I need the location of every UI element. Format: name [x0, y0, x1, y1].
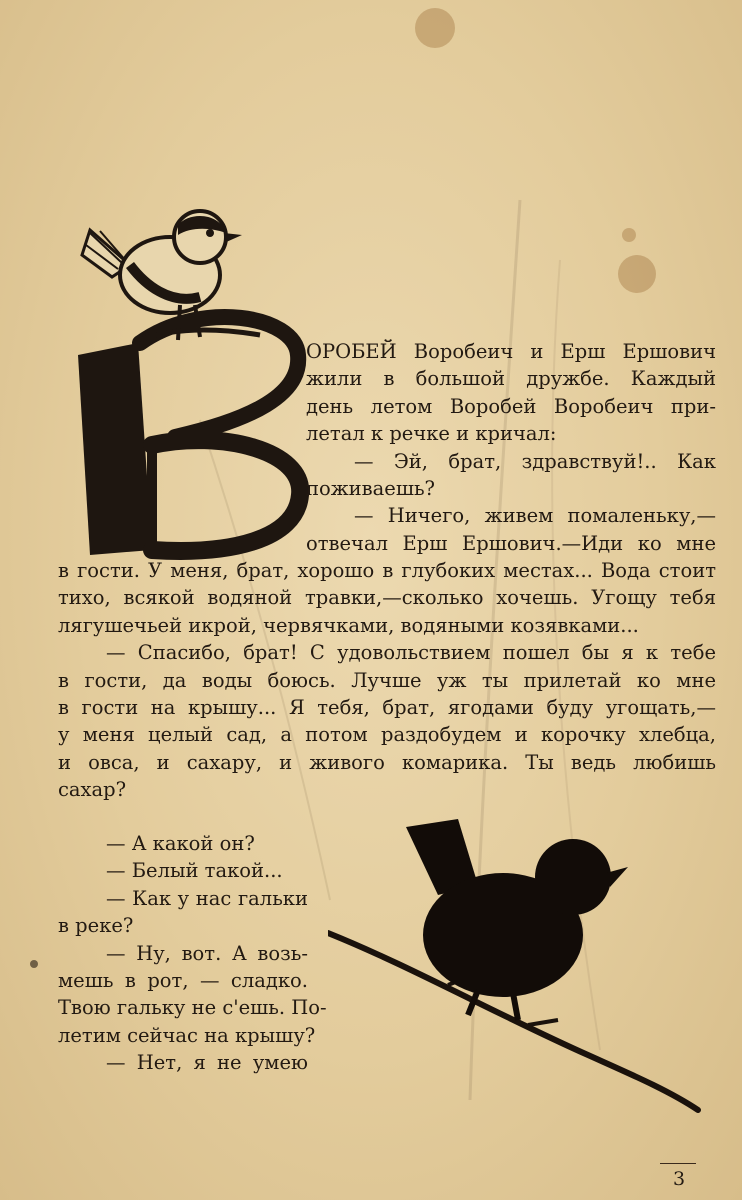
text-line: летим сейчас на крышу?: [58, 1023, 316, 1047]
text-line: ОРОБЕЙ Воробеич и Ерш Ершович: [306, 340, 716, 363]
sparrow-silhouette-on-branch: [328, 815, 708, 1115]
text-line: лягушечьей икрой, червячками, водяными козявками...: [58, 613, 639, 637]
text-line: сахар?: [58, 778, 127, 802]
text-line: мешь в рот, — сладко.: [58, 968, 308, 992]
text-line: — Ну, вот. А возь-: [106, 941, 308, 965]
story-full-width: [58, 557, 716, 804]
text-line: в гости на крышу... Я тебя, брат, ягодами буду угощать,—: [58, 695, 716, 719]
text-line: в реке?: [58, 914, 134, 938]
text-line: Твою гальку не с'ешь. По-: [58, 996, 327, 1020]
text-line: в гости, да воды боюсь. Лучше уж ты прилетай ко мне: [58, 668, 716, 692]
initial-letter-illustration: [60, 205, 320, 565]
text-line: летал к речке и кричал:: [306, 422, 557, 446]
text-line: — Ничего, живем помаленьку,—: [354, 504, 716, 528]
text-line: — Белый такой...: [106, 859, 283, 883]
text-line: — Как у нас гальки: [106, 886, 308, 910]
story-narrow-column: [58, 830, 327, 1077]
text-line: тихо, всякой водяной травки,—сколько хочешь. Угощу тебя: [58, 586, 716, 610]
text-line: — А какой он?: [106, 832, 255, 855]
text-line: день летом Воробей Воробеич при-: [306, 394, 716, 418]
page-number: 3: [673, 1168, 686, 1190]
text-line: поживаешь?: [306, 476, 436, 500]
text-line: — Нет, я не умею: [106, 1051, 308, 1075]
story-opening: [306, 338, 716, 557]
text-line: жили в большой дружбе. Каждый: [306, 367, 716, 391]
text-line: у меня целый сад, а потом раздобудем и корочку хлебца,: [58, 723, 716, 747]
text-line: — Спасибо, брат! С удовольствием пошел бы я к тебе: [106, 641, 716, 665]
text-line: отвечал Ерш Ершович.—Иди ко мне: [306, 531, 716, 555]
text-line: в гости. У меня, брат, хорошо в глубоких местах... Вода стоит: [58, 559, 716, 582]
text-line: — Эй, брат, здравствуй!.. Как: [354, 449, 716, 473]
page-number-rule: [660, 1163, 696, 1164]
text-line: и овса, и сахару, и живого комарика. Ты ведь любишь: [58, 750, 716, 774]
